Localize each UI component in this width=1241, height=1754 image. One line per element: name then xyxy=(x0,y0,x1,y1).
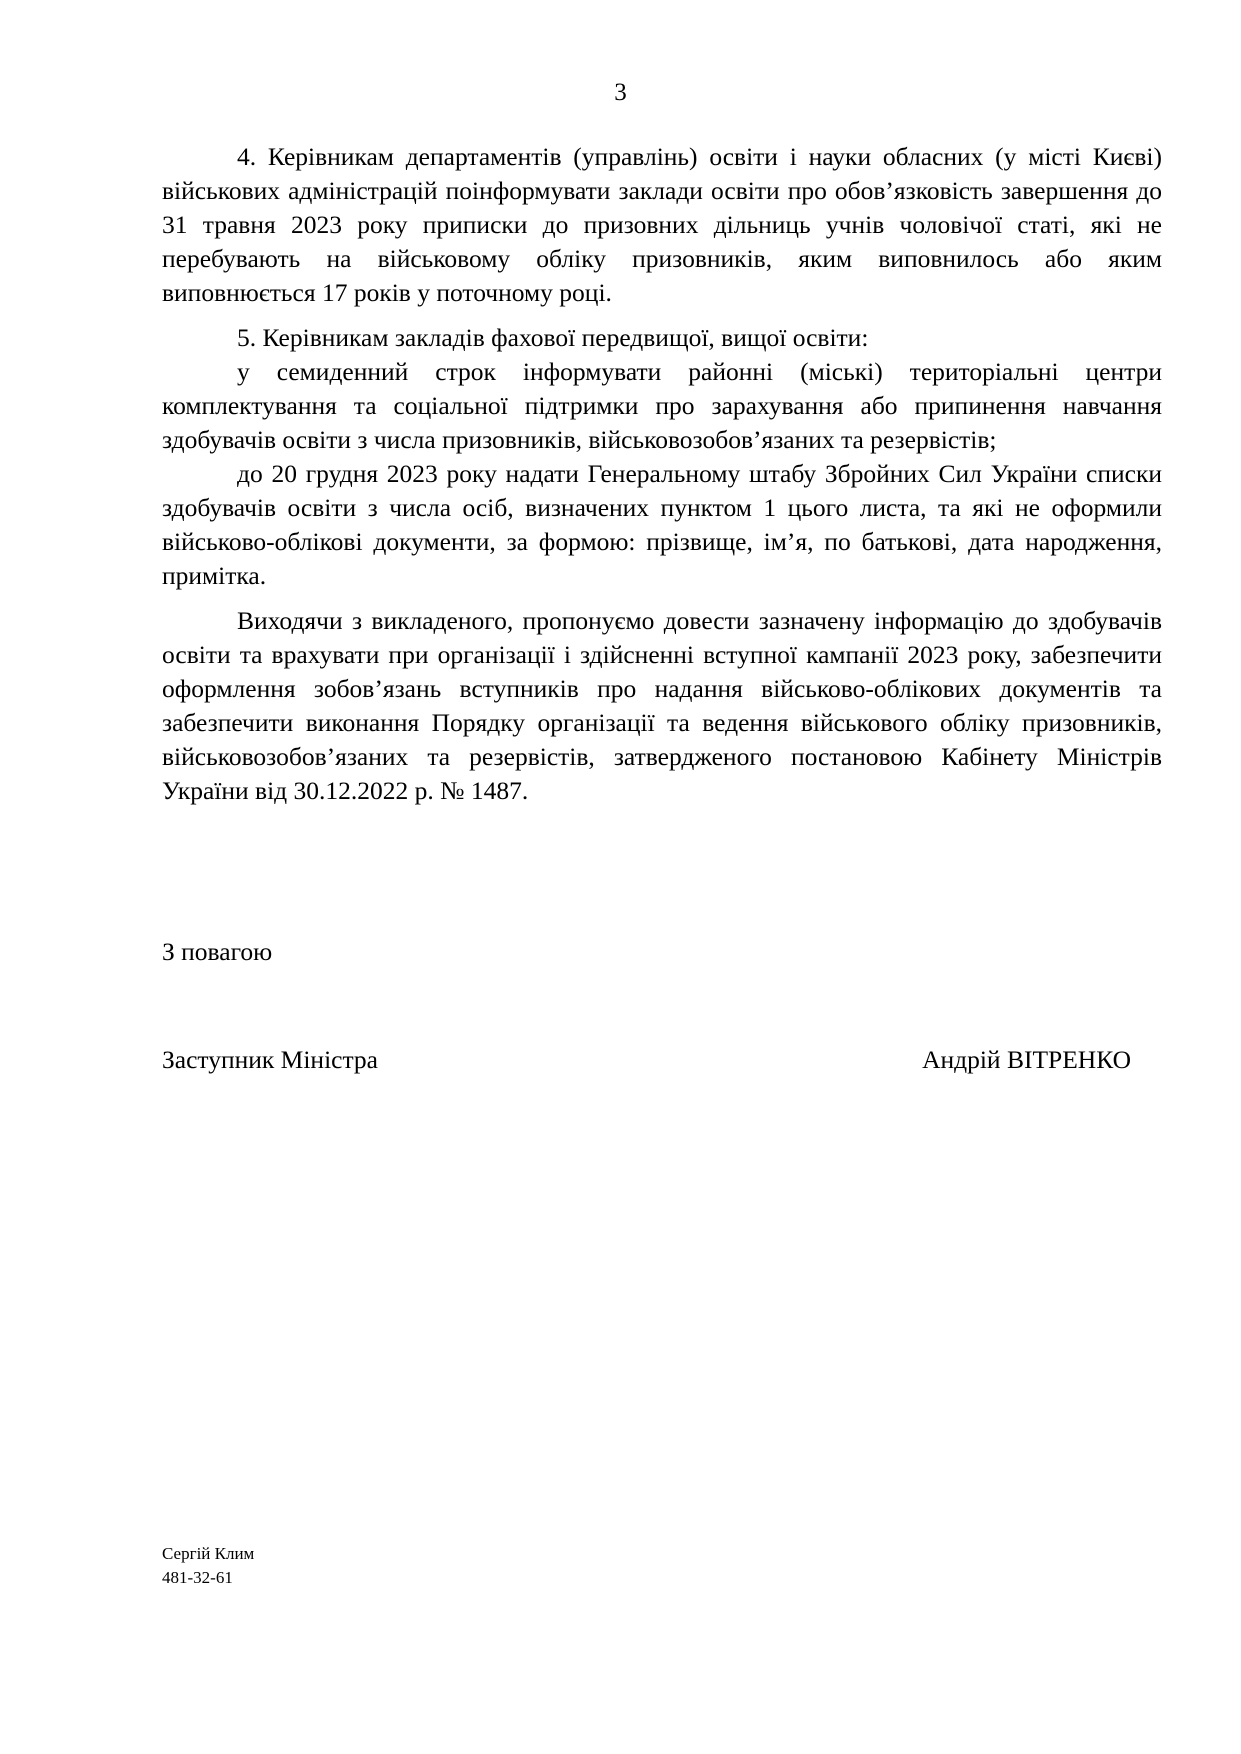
paragraph-conclusion: Виходячи з викладеного, пропонуємо довести зазначену інформацію до здобувачів освіти та врахувати при організації і здійсненні вступної кампанії 2023 року, забезпечити оформлення зобов’язань вступників про надання військово-облікових документів та забезпечити виконання Порядку організації та ведення військового обліку призовників, військовозобов’язаних та резервістів, затвердженого постановою Кабінету Міністрів України від 30.12.2022 р. № 1487. xyxy=(162,606,1162,805)
letter-body xyxy=(162,140,1162,808)
page-number: 3 xyxy=(614,79,627,106)
executor-block xyxy=(162,1542,254,1590)
paragraph-item-4: 4. Керівникам департаментів (управлінь) освіти і науки обласних (у місті Києві) військових адміністрацій поінформувати заклади освіти про обов’язковість завершення до 31 травня 2023 року приписки до призовних дільниць учнів чоловічої статі, які не перебувають на військовому обліку призовників, яким виповнилось або яким виповнюється 17 років у поточному році. xyxy=(162,142,1162,307)
signatory-title: Заступник Міністра xyxy=(162,1045,379,1074)
executor-name: Сергій Клим xyxy=(162,1544,255,1563)
executor-phone: 481-32-61 xyxy=(162,1568,233,1587)
paragraph-item-5-sub-2: до 20 грудня 2023 року надати Генеральному штабу Збройних Сил України списки здобувачів освіти з числа осіб, визначених пунктом 1 цього листа, та які не оформили військово-облікові документи, за формою: прізвище, ім’я, по батькові, дата народження, примітка. xyxy=(162,459,1162,590)
closing-phrase: З повагою xyxy=(162,937,273,966)
paragraph-item-5: 5. Керівникам закладів фахової передвищої, вищої освіти: xyxy=(237,323,869,352)
paragraph-item-5-sub-1: у семиденний строк інформувати районні (міські) територіальні центри комплектування та соціальної підтримки про зарахування або припинення навчання здобувачів освіти з числа призовників, військовозобов’язаних та резервістів; xyxy=(162,357,1162,454)
signatory-name: Андрій ВІТРЕНКО xyxy=(922,1045,1131,1074)
